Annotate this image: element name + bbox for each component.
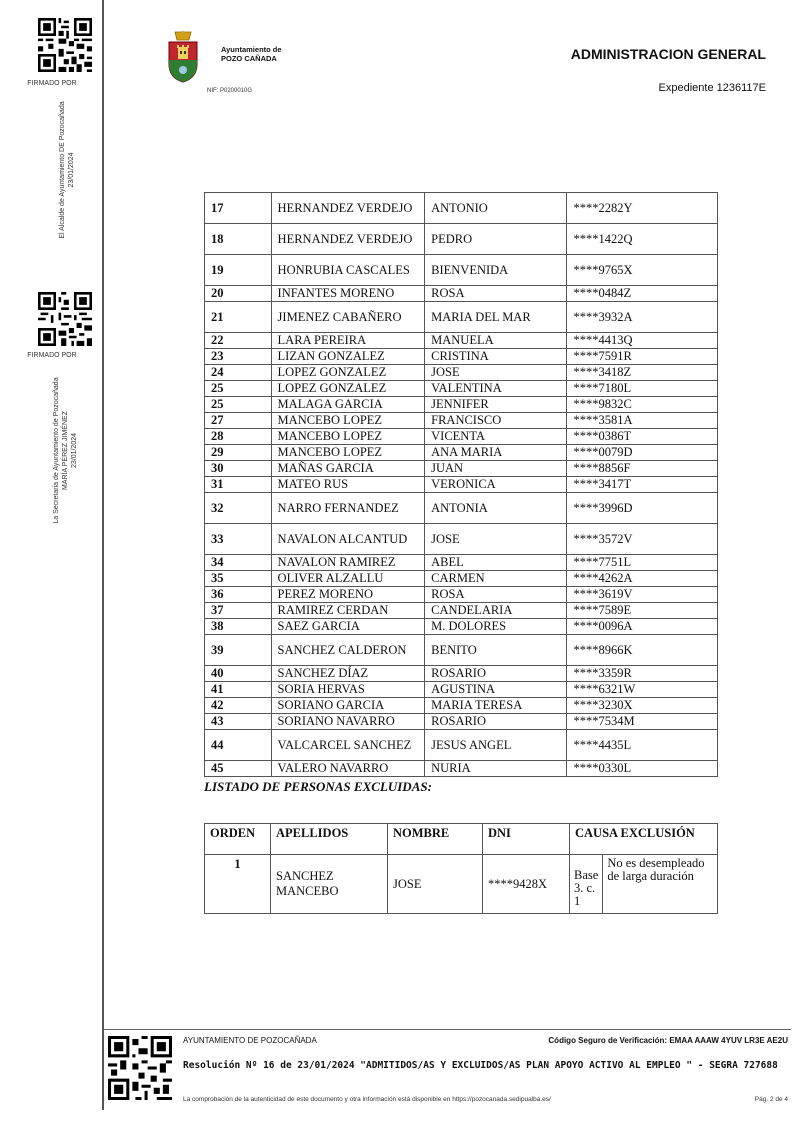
cell-nombre: ANA MARIA xyxy=(425,445,567,461)
cell-apellidos: PEREZ MORENO xyxy=(271,587,425,603)
cell-apellidos: RAMIREZ CERDAN xyxy=(271,603,425,619)
cell-orden: 44 xyxy=(205,730,272,761)
cell-orden: 27 xyxy=(205,413,272,429)
cell-dni: ****0386T xyxy=(567,429,718,445)
cell-apellidos: VALERO NAVARRO xyxy=(271,761,425,777)
table-row xyxy=(205,445,718,461)
coat-of-arms-logo xyxy=(166,30,200,86)
excluded-orden: 1 xyxy=(205,855,271,914)
cell-apellidos: MALAGA GARCIA xyxy=(271,397,425,413)
cell-dni: ****3996D xyxy=(567,493,718,524)
cell-nombre: JUAN xyxy=(425,461,567,477)
cell-apellidos: SORIANO GARCIA xyxy=(271,698,425,714)
entity-name xyxy=(221,45,282,63)
qr-code-signature-2 xyxy=(38,292,92,346)
cell-apellidos: JIMENEZ CABAÑERO xyxy=(271,302,425,333)
table-row xyxy=(205,193,718,224)
cell-nombre: MANUELA xyxy=(425,333,567,349)
table-row xyxy=(205,302,718,333)
table-row xyxy=(205,381,718,397)
cell-nombre: VICENTA xyxy=(425,429,567,445)
cell-dni: ****0096A xyxy=(567,619,718,635)
cell-dni: ****4262A xyxy=(567,571,718,587)
cell-dni: ****3230X xyxy=(567,698,718,714)
qr-code-signature-1 xyxy=(38,18,92,72)
excluded-dni: ****9428X xyxy=(483,855,570,914)
cell-dni: ****0484Z xyxy=(567,286,718,302)
cell-nombre: BIENVENIDA xyxy=(425,255,567,286)
table-row xyxy=(205,761,718,777)
col-header-causa: CAUSA EXCLUSIÓN xyxy=(570,824,718,855)
cell-apellidos: SORIA HERVAS xyxy=(271,682,425,698)
cell-apellidos: LARA PEREIRA xyxy=(271,333,425,349)
cell-dni: ****6321W xyxy=(567,682,718,698)
cell-orden: 41 xyxy=(205,682,272,698)
cell-apellidos: HONRUBIA CASCALES xyxy=(271,255,425,286)
cell-nombre: BENITO xyxy=(425,635,567,666)
cell-apellidos: INFANTES MORENO xyxy=(271,286,425,302)
cell-dni: ****3359R xyxy=(567,666,718,682)
cell-orden: 37 xyxy=(205,603,272,619)
excluded-section-title: LISTADO DE PERSONAS EXCLUIDAS: xyxy=(204,779,432,794)
cell-apellidos: SANCHEZ CALDERON xyxy=(271,635,425,666)
excluded-apellidos: SANCHEZ MANCEBO xyxy=(271,855,388,914)
cell-nombre: ANTONIA xyxy=(425,493,567,524)
cell-orden: 19 xyxy=(205,255,272,286)
cell-orden: 20 xyxy=(205,286,272,302)
cell-orden: 18 xyxy=(205,224,272,255)
cell-orden: 39 xyxy=(205,635,272,666)
table-row xyxy=(205,397,718,413)
cell-orden: 33 xyxy=(205,524,272,555)
table-row xyxy=(205,524,718,555)
cell-dni: ****2282Y xyxy=(567,193,718,224)
cell-nombre: MARIA DEL MAR xyxy=(425,302,567,333)
cell-orden: 32 xyxy=(205,493,272,524)
excluded-header-row xyxy=(205,824,718,855)
col-header-nombre: NOMBRE xyxy=(388,824,483,855)
cell-nombre: JENNIFER xyxy=(425,397,567,413)
sidebar-divider xyxy=(102,0,104,1110)
signed-by-label-2: FIRMADO POR xyxy=(27,352,77,359)
table-row xyxy=(205,413,718,429)
cell-dni: ****3581A xyxy=(567,413,718,429)
cell-nombre: NURIA xyxy=(425,761,567,777)
cell-dni: ****3932A xyxy=(567,302,718,333)
table-row xyxy=(205,855,718,914)
signer-2-text xyxy=(52,363,79,538)
cell-dni: ****3572V xyxy=(567,524,718,555)
cell-dni: ****7589E xyxy=(567,603,718,619)
signer-2-name: MARÍA PÉREZ JIMÉNEZ xyxy=(62,411,69,490)
cell-dni: ****9832C xyxy=(567,397,718,413)
cell-nombre: JESUS ANGEL xyxy=(425,730,567,761)
cell-apellidos: HERNANDEZ VERDEJO xyxy=(271,193,425,224)
cell-dni: ****7534M xyxy=(567,714,718,730)
cell-apellidos: LOPEZ GONZALEZ xyxy=(271,381,425,397)
cell-nombre: CANDELARIA xyxy=(425,603,567,619)
entity-line-1: Ayuntamiento de xyxy=(221,45,282,54)
table-row xyxy=(205,619,718,635)
cell-nombre: VALENTINA xyxy=(425,381,567,397)
col-header-dni: DNI xyxy=(483,824,570,855)
table-row xyxy=(205,333,718,349)
cell-orden: 24 xyxy=(205,365,272,381)
entity-line-2: POZO CAÑADA xyxy=(221,54,277,63)
cell-orden: 28 xyxy=(205,429,272,445)
footer-divider xyxy=(104,1029,791,1030)
cell-nombre: JOSE xyxy=(425,524,567,555)
cell-orden: 34 xyxy=(205,555,272,571)
cell-dni: ****4413Q xyxy=(567,333,718,349)
signer-2-role: La Secretaria de Ayuntamiento de Pozocañada xyxy=(53,377,60,524)
table-row xyxy=(205,224,718,255)
signed-by-label-1: FIRMADO POR xyxy=(27,80,77,87)
cell-nombre: CARMEN xyxy=(425,571,567,587)
table-row xyxy=(205,682,718,698)
cell-dni: ****8966K xyxy=(567,635,718,666)
cell-dni: ****0079D xyxy=(567,445,718,461)
verification-code: Código Seguro de Verificación: EMAA AAAW 4YUV LR3E AE2U xyxy=(548,1036,788,1045)
cell-apellidos: NAVALON ALCANTUD xyxy=(271,524,425,555)
cell-dni: ****9765X xyxy=(567,255,718,286)
cell-dni: ****3418Z xyxy=(567,365,718,381)
cell-nombre: FRANCISCO xyxy=(425,413,567,429)
cell-orden: 17 xyxy=(205,193,272,224)
cell-orden: 31 xyxy=(205,477,272,493)
cell-apellidos: SAEZ GARCIA xyxy=(271,619,425,635)
cell-dni: ****7180L xyxy=(567,381,718,397)
cell-nombre: ABEL xyxy=(425,555,567,571)
cell-orden: 29 xyxy=(205,445,272,461)
signer-1-name: El Alcalde de Ayuntamiento DE Pozocañada xyxy=(59,101,66,239)
cell-nombre: ANTONIO xyxy=(425,193,567,224)
cell-dni: ****3619V xyxy=(567,587,718,603)
cell-apellidos: MANCEBO LOPEZ xyxy=(271,445,425,461)
cell-apellidos: HERNANDEZ VERDEJO xyxy=(271,224,425,255)
cell-dni: ****8856F xyxy=(567,461,718,477)
signer-2-date: 23/01/2024 xyxy=(71,432,78,469)
cell-nombre: ROSARIO xyxy=(425,666,567,682)
qr-icon xyxy=(38,292,92,346)
excluded-base: Base 3. c. 1 xyxy=(570,855,603,913)
cell-apellidos: SANCHEZ DÍAZ xyxy=(271,666,425,682)
cell-orden: 36 xyxy=(205,587,272,603)
cell-orden: 38 xyxy=(205,619,272,635)
cell-nombre: PEDRO xyxy=(425,224,567,255)
excluded-causa-cell xyxy=(570,855,718,914)
table-row xyxy=(205,571,718,587)
table-row xyxy=(205,365,718,381)
nif-text: NIF: P0200010G xyxy=(207,88,253,94)
table-row xyxy=(205,255,718,286)
cell-apellidos: NARRO FERNANDEZ xyxy=(271,493,425,524)
table-row xyxy=(205,493,718,524)
col-header-apellidos: APELLIDOS xyxy=(271,824,388,855)
table-row xyxy=(205,429,718,445)
table-row xyxy=(205,477,718,493)
cell-apellidos: MANCEBO LOPEZ xyxy=(271,413,425,429)
cell-orden: 45 xyxy=(205,761,272,777)
admitted-persons-table xyxy=(204,192,718,777)
cell-orden: 22 xyxy=(205,333,272,349)
qr-icon xyxy=(38,18,92,72)
cell-apellidos: MATEO RUS xyxy=(271,477,425,493)
cell-orden: 40 xyxy=(205,666,272,682)
cell-orden: 42 xyxy=(205,698,272,714)
cell-nombre: M. DOLORES xyxy=(425,619,567,635)
cell-apellidos: MAÑAS GARCIA xyxy=(271,461,425,477)
excluded-persons-table xyxy=(204,823,718,914)
cell-orden: 25 xyxy=(205,397,272,413)
page-number: Pág. 2 de 4 xyxy=(754,1096,788,1103)
cell-orden: 43 xyxy=(205,714,272,730)
cell-nombre: MARIA TERESA xyxy=(425,698,567,714)
authenticity-note: La comprobación de la autenticidad de este documento y otra información está disponible en https://pozocanada.sedipualba.es/ xyxy=(183,1096,551,1103)
table-row xyxy=(205,461,718,477)
cell-nombre: JOSE xyxy=(425,365,567,381)
cell-dni: ****7751L xyxy=(567,555,718,571)
col-header-orden: ORDEN xyxy=(205,824,271,855)
cell-nombre: CRISTINA xyxy=(425,349,567,365)
cell-apellidos: MANCEBO LOPEZ xyxy=(271,429,425,445)
cell-apellidos: NAVALON RAMIREZ xyxy=(271,555,425,571)
cell-nombre: VERONICA xyxy=(425,477,567,493)
cell-orden: 21 xyxy=(205,302,272,333)
cell-dni: ****4435L xyxy=(567,730,718,761)
cell-orden: 25 xyxy=(205,381,272,397)
cell-apellidos: LIZAN GONZALEZ xyxy=(271,349,425,365)
page-title: ADMINISTRACION GENERAL xyxy=(570,46,766,62)
footer-qr-code xyxy=(108,1036,172,1105)
cell-apellidos: VALCARCEL SANCHEZ xyxy=(271,730,425,761)
cell-dni: ****7591R xyxy=(567,349,718,365)
table-row xyxy=(205,666,718,682)
cell-dni: ****0330L xyxy=(567,761,718,777)
cell-dni: ****1422Q xyxy=(567,224,718,255)
cell-apellidos: LOPEZ GONZALEZ xyxy=(271,365,425,381)
cell-nombre: ROSA xyxy=(425,286,567,302)
excluded-nombre: JOSE xyxy=(388,855,483,914)
table-row xyxy=(205,349,718,365)
table-row xyxy=(205,286,718,302)
qr-icon xyxy=(108,1036,172,1100)
table-row xyxy=(205,555,718,571)
table-row xyxy=(205,698,718,714)
cell-nombre: ROSARIO xyxy=(425,714,567,730)
table-row xyxy=(205,714,718,730)
cell-apellidos: SORIANO NAVARRO xyxy=(271,714,425,730)
expediente-number: Expediente 1236117E xyxy=(658,82,766,94)
cell-orden: 35 xyxy=(205,571,272,587)
excluded-motivo: No es desempleado de larga duración xyxy=(607,856,705,883)
signer-1-date: 23/01/2024 xyxy=(68,152,75,188)
footer-entity: AYUNTAMIENTO DE POZOCAÑADA xyxy=(183,1036,317,1045)
cell-nombre: AGUSTINA xyxy=(425,682,567,698)
cell-apellidos: OLIVER ALZALLU xyxy=(271,571,425,587)
cell-dni: ****3417T xyxy=(567,477,718,493)
resolution-title: Resolución Nº 16 de 23/01/2024 "ADMITIDOS/AS Y EXCLUIDOS/AS PLAN APOYO ACTIVO AL EMPLEO " - SEGRA 727688 xyxy=(183,1060,778,1071)
table-row xyxy=(205,730,718,761)
cell-nombre: ROSA xyxy=(425,587,567,603)
table-row xyxy=(205,635,718,666)
signer-1-text xyxy=(58,90,76,250)
cell-orden: 23 xyxy=(205,349,272,365)
cell-orden: 30 xyxy=(205,461,272,477)
signature-sidebar xyxy=(0,0,104,1110)
table-row xyxy=(205,587,718,603)
table-row xyxy=(205,603,718,619)
